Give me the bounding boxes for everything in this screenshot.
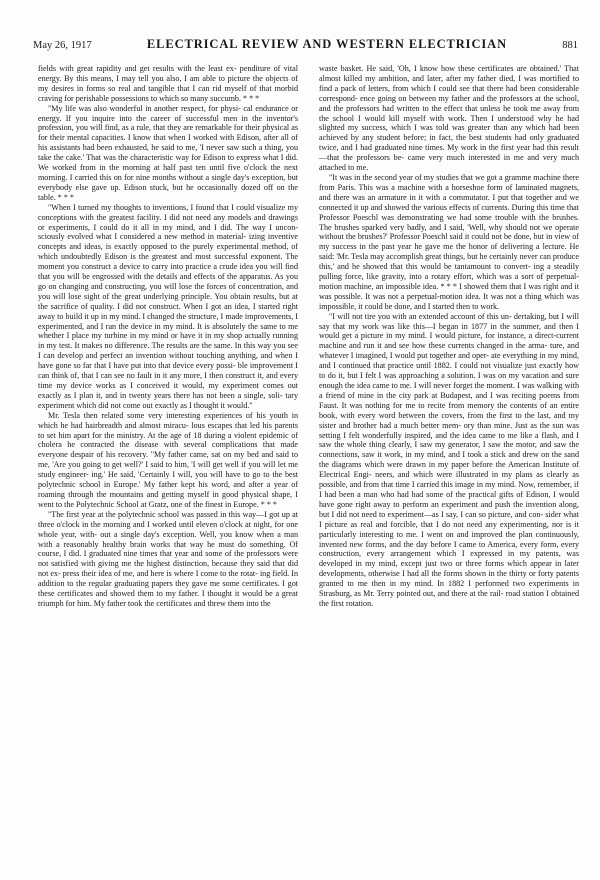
journal-title: ELECTRICAL REVIEW AND WESTERN ELECTRICIAN: [146, 37, 507, 51]
paragraph: "The first year at the polytechnic school was passed in this way—I got up at three o'clock in the morning and I worked until eleven o'clock at night, for one whole year, with- out a single day's exception. Well, you know when a man with a reasonably healthy brain works that way he must do something. Of course, I did. I graduated nine times that year and some of the professors were not satisfied with giving me the highest distinction, because they said that did not ex- press their idea of me, and here is where I come to the rotat- ing field. In addition to the regular graduating papers they gave me some certificates. I got these certificates and showed them to my father. I thought it would be a great triumph for him. My father took the certificates and threw them into the: [38, 509, 298, 608]
issue-date: May 26, 1917: [33, 40, 92, 51]
paragraph: waste basket. He said, 'Oh, I know how these certificates are obtained.' That almost killed my ambition, and later, after my father died, I was mortified to find a pack of letters, from which I could see that there had been considerable correspond- ence going on between my father and the professors at the school, and the professors had written to the effect that unless he took me away from the school I would kill myself with work. Then I understood why he had slighted my success, which I was told was greater than any which had been achieved by any student before; in fact, the best students had only graduated twice, and I had graduated nine times. My work in the first year had this result—that the professors be- came very much interested in me and very much attached to me.: [319, 64, 579, 173]
paragraph: "When I turned my thoughts to inventions, I found that I could visualize my conceptions with the greatest facility. I did not need any models and drawings or experiments, I could do it all in my mind, and I did. The way I uncon- sciously evolved what I considered a new method in material- izing inventive concepts and ideas, is exactly opposed to the purely experimental method, of which undoubtedly Edison is the greatest and most successful exponent. The moment you construct a device to carry into practice a crude idea you will find that you will be engrossed with the details and effects of the apparatus. As you go on changing and constructing, you will lose the forces of concentration, and you will lose sight of the great underlying principle. You obtain results, but at the sacrifice of quality. I did not construct. When I got an idea, I started right away to build it up in my mind. I changed the structure, I made improvements, I experimented, and I ran the device in my mind. It is absolutely the same to me whether I place my turbine in my mind or have it in my shop actually running in my test. It makes no difference. The results are the same. In this way you see I can develop and perfect an invention without touching anything, and when I have gone so far that I have put into that device every possi- ble improvement I can think of, that I can see no fault in it any more, I then construct it, and every time my device works as I conceived it would, my experiment comes out exactly as I plan it, and in twenty years there has not been a single, soli- tary experiment which did not come out exactly as I thought it would.": [38, 202, 298, 410]
right-column: [319, 64, 579, 609]
left-column: [38, 64, 298, 609]
running-header: [33, 37, 578, 53]
paragraph: fields with great rapidity and get results with the least ex- penditure of vital energy. By this means, I may tell you also, I am able to picture the objects of my desires in forms so real and tangible that I can rid myself of that morbid craving for perishable possessions to which so many succumb. * * *: [38, 64, 298, 103]
paragraph: "It was in the second year of my studies that we got a gramme machine there from Paris. This was a machine with a horseshoe form of laminated magnets, and there was an armature in it with a commutator. I put that together and we connected it up and showed the various effects of currents. During this time that Professor Poeschl was demonstrating we had some trouble with the brushes. The brushes sparked very badly, and I said, 'Well, why should not we operate without the brushes?' Professor Poeschl said it could not be done, but in view of my success in the past year he gave me the honor of delivering a lecture. He said: 'Mr. Tesla may accomplish great things, but he certainly never can produce this,' and he showed that this would be tantamount to convert- ing a steadily pulling force, like gravity, into a rotary effort, which was a sort of perpetual-motion machine, an impossible idea. * * * I showed them that I was right and it was possible. It was not a perpetual-motion idea. It was not a thing which was impossible, it could be done, and I started then to work.: [319, 172, 579, 311]
paragraph: "I will not tire you with an extended account of this un- dertaking, but I will say that my work was like this—I began in 1877 in the summer, and then I would get a picture in my mind. I would picture, for instance, a direct-current machine and run it and see how these currents changed in the arma- ture, and whatever I imagined, I would put together and oper- ate everything in my mind, and I continued that practice until 1882. I could not visualize just exactly how to do it, but I felt I was approaching a solution. I was on my vacation and sure enough the idea came to me. I will never forget the moment. I was walking with a friend of mine in the city park at Budapest, and I was reciting poems from Faust. It was nothing for me to recite from memory the contents of an entire book, with every word between the covers, from the first to the last, and my sister and brother had a much better mem- ory than mine. Just as the sun was setting I felt wonderfully inspired, and the idea came to me like a flash, and I saw the whole thing clearly, I saw my generator, I saw the motor, and saw the connections, saw it work, in my mind, and I took a stick and drew on the sand the diagrams which were drawn in my paper before the American Institute of Electrical Engi- neers, and which were illustrated in my plans as clearly as possible, and from that time I carried this image in my mind. Now, remember, if I had been a man who had had some of the practical gifts of Edison, I would have gone right away to perform an experiment and push the invention along, but I did not need to experiment—as I say, I can so picture, and con- sider what I picture as real and forcible, that I do not need any experimenting, nor is it particularly interesting to me. I went on and improved the plan continuously, invented new forms, and the day before I came to America, every form, every construction, every arrangement which I expressed in my patents, was developed in my mind, except just two or three forms which appear in later developments, otherwise I had all the forms shown in the thirty or forty patents granted to me then in my mind. In 1882 I performed two experiments in Strasburg, as Mr. Terry pointed out, and there at the rail- road station I obtained the first rotation.: [319, 311, 579, 608]
paragraph: "My life was also wonderful in another respect, for physi- cal endurance or energy. If you inquire into the career of successful men in the inventor's profession, you will find, as a rule, that they are remarkable for their physical as for their mental capacities. I know that when I worked with Edison, after all of his assistants had been exhausted, he said to me, 'I never saw such a thing, you take the cake.' That was the characteristic way for Edison to express what I did. We worked from in the morning at half past ten until five o'clock the next morning. I carried this on for nine months without a single day's exception, but everybody else gave up. Edison stuck, but he occasionally dozed off on the table. * * *: [38, 103, 298, 202]
paragraph: Mr. Tesla then related some very interesting experiences of his youth in which he had hairbreadth and almost miracu- lous escapes that led his parents to set him apart for the ministry. At the age of 18 during a violent epidemic of cholera he contracted the disease with several complications that made everyone despair of his recovery. "My father came, sat on my bed and said to me, 'Are you going to get well?' I said to him, 'I will get well if you will let me study engineer- ing.' He said, 'Certainly I will, you will have to go to the best polytechnic school in Europe.' My father kept his word, and after a year of roaming through the mountains and getting myself in good physical shape, I went to the Polytechnic School at Gratz, one of the finest in Europe. * * *: [38, 410, 298, 509]
page-number: 881: [562, 40, 578, 51]
